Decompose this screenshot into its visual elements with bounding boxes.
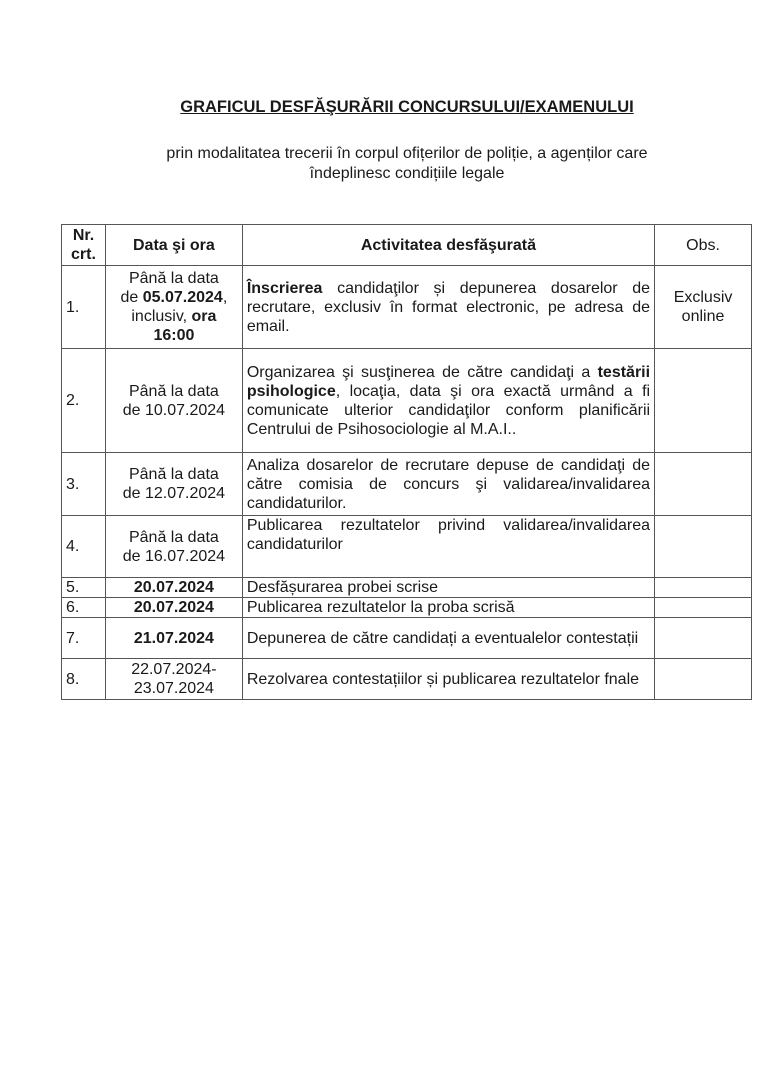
activity-bold: Înscrierea bbox=[246, 279, 323, 297]
row-nr: 6. bbox=[62, 598, 106, 618]
obs-line1: Exclusiv bbox=[673, 289, 733, 306]
schedule-table bbox=[61, 224, 752, 700]
date-line2: de 12.07.2024 bbox=[122, 485, 226, 502]
row-obs bbox=[655, 659, 752, 700]
document-title: GRAFICUL DESFĂŞURĂRII CONCURSULUI/EXAMENULUI bbox=[180, 98, 634, 116]
table-row bbox=[62, 618, 752, 659]
row-obs bbox=[655, 618, 752, 659]
row-nr: 1. bbox=[62, 266, 106, 349]
date-line1: Până la data bbox=[128, 528, 219, 546]
date-line2: de 16.07.2024 bbox=[122, 547, 226, 565]
time-bold: 16:00 bbox=[153, 327, 195, 344]
row-activity bbox=[242, 349, 654, 453]
date-text: de bbox=[120, 289, 143, 306]
row-date: 20.07.2024 bbox=[105, 578, 242, 598]
date-text: Până la data bbox=[128, 270, 219, 287]
row-obs bbox=[655, 349, 752, 453]
header-nr bbox=[62, 225, 106, 266]
row-nr: 4. bbox=[62, 516, 106, 578]
document-subtitle bbox=[0, 144, 768, 184]
date-line1: Până la data bbox=[128, 382, 219, 400]
date-line1: Până la data bbox=[128, 466, 219, 483]
row-obs bbox=[655, 598, 752, 618]
table-row bbox=[62, 453, 752, 516]
activity-text: , locaţia, data şi ora exactă urmând a fi comunicate ulterior candidaţilor conform planificării Centrului de Psihosociologie al M.A.I.. bbox=[246, 382, 651, 438]
table-row bbox=[62, 266, 752, 349]
date-text: , bbox=[222, 289, 228, 306]
header-nr-line1: Nr. bbox=[72, 227, 95, 244]
date-line2: de 10.07.2024 bbox=[122, 401, 226, 419]
header-date: Data şi ora bbox=[105, 225, 242, 266]
row-activity: Publicarea rezultatelor la proba scrisă bbox=[242, 598, 654, 618]
row-nr: 7. bbox=[62, 618, 106, 659]
activity-text: candidaţilor și depunerea dosarelor de recrutare, exclusiv în format electronic, pe adresa de email. bbox=[246, 279, 651, 335]
row-date bbox=[105, 659, 242, 700]
row-activity: Analiza dosarelor de recrutare depuse de candidaţi de către comisia de concurs şi validarea/invalidarea candidaturilor. bbox=[242, 453, 654, 516]
activity-bold: testării psihologice bbox=[246, 363, 651, 400]
header-activity: Activitatea desfăşurată bbox=[242, 225, 654, 266]
date-bold: 05.07.2024 bbox=[142, 289, 223, 306]
time-label-bold: ora bbox=[191, 308, 217, 325]
row-date bbox=[105, 453, 242, 516]
table-row bbox=[62, 659, 752, 700]
date-line2: 23.07.2024 bbox=[133, 680, 214, 697]
row-activity: Publicarea rezultatelor privind validarea/invalidarea candidaturilor bbox=[242, 516, 654, 578]
table-row bbox=[62, 349, 752, 453]
table-row bbox=[62, 516, 752, 578]
header-nr-line2: crt. bbox=[71, 246, 96, 263]
table-header-row bbox=[62, 225, 752, 266]
row-activity: Rezolvarea contestațiilor și publicarea rezultatelor fnale bbox=[242, 659, 654, 700]
row-obs bbox=[655, 516, 752, 578]
row-date bbox=[105, 266, 242, 349]
row-date: 21.07.2024 bbox=[105, 618, 242, 659]
row-obs bbox=[655, 453, 752, 516]
row-obs bbox=[655, 578, 752, 598]
row-nr: 3. bbox=[62, 453, 106, 516]
date-text: inclusiv, bbox=[131, 308, 192, 325]
activity-text: Organizarea şi susţinerea de către candidaţi a bbox=[246, 363, 598, 381]
table-row bbox=[62, 578, 752, 598]
row-date bbox=[105, 349, 242, 453]
row-activity: Desfășurarea probei scrise bbox=[242, 578, 654, 598]
row-nr: 2. bbox=[62, 349, 106, 453]
date-line1: 22.07.2024- bbox=[131, 661, 217, 678]
subtitle-line-1: prin modalitatea trecerii în corpul ofițerilor de poliție, a agenților care bbox=[166, 145, 648, 162]
row-nr: 8. bbox=[62, 659, 106, 700]
obs-line2: online bbox=[681, 308, 725, 325]
row-obs bbox=[655, 266, 752, 349]
header-obs: Obs. bbox=[655, 225, 752, 266]
row-nr: 5. bbox=[62, 578, 106, 598]
row-date: 20.07.2024 bbox=[105, 598, 242, 618]
row-activity: Depunerea de către candidați a eventualelor contestații bbox=[242, 618, 654, 659]
table-row bbox=[62, 598, 752, 618]
row-date bbox=[105, 516, 242, 578]
subtitle-line-2: îndeplinesc condițiile legale bbox=[309, 165, 505, 182]
row-activity bbox=[242, 266, 654, 349]
